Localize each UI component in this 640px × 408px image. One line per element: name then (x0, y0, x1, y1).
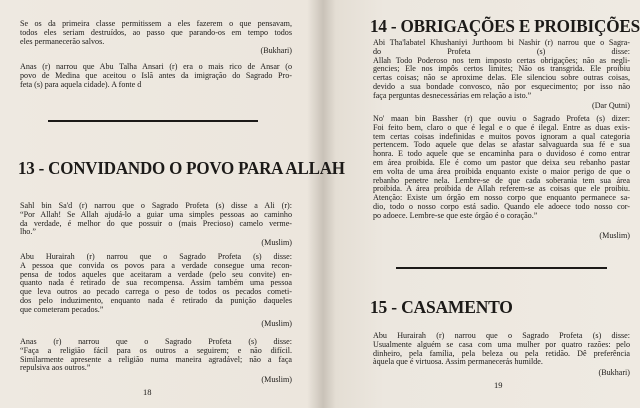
section-heading-13: 13 - CONVIDANDO O POVO PARA ALLAH (18, 158, 345, 178)
paragraph (373, 115, 630, 221)
text-line: Foi feito bem, claro o que é legal e o que é ilegal. Entre as duas exis- (373, 122, 630, 132)
text-line: “Por Allah! Se Allah ajudá-lo a guiar uma simples pessoas ao caminho (20, 209, 292, 219)
text-line: Abu Hurairah (r) narrou que o Sagrado Profeta (s) disse: (373, 331, 630, 340)
text-line: do Profeta (s) disse: (373, 46, 630, 56)
paragraph (20, 253, 292, 315)
source-citation: (Muslim) (599, 231, 630, 240)
text-line: em volta de uma área proibida enquanto existe o maior perigo de que o (373, 166, 630, 176)
source-citation: (Muslim) (261, 319, 292, 328)
text-line: No' maan bin Bassher (r) que ouviu o Sagrado Profeta (s) dizer: (373, 114, 630, 123)
text-line: Anas (r) narrou que Abu Talha Ansari (r) era o mais rico de Ansar (o (20, 62, 292, 71)
text-line: repulsiva aos outros.” (20, 363, 91, 373)
section-heading-15: 15 - CASAMENTO (370, 297, 513, 317)
text-line: honra. E todo aquele que se encaminha para o duvidoso é como entrar (373, 149, 630, 159)
text-line: Sahl bin Sa'd (r) narrou que o Sagrado Profeta (s) disse a Ali (r): (20, 201, 292, 210)
text-line: eles permanecerão salvos. (20, 36, 105, 46)
text-line: proibida. A área proibida de Allah referem-se as coisas que ele proibiu. (373, 184, 630, 194)
text-line: povo de Medina que aceitou o Islã antes da imigração do Sagrado Pro- (20, 70, 292, 80)
text-line: tem certas coisas indefinidas e muitos povos ignoram a qual categoria (373, 131, 630, 141)
text-line: Anas (r) narrou que o Sagrado Profeta (s) disse: (20, 337, 292, 346)
text-line: que leva outros ao pecado carrega o peso de todos os pecados cometi- (20, 287, 292, 297)
text-line: devido a sua bondade convosco, não por esquecimento; por isso não (373, 81, 630, 91)
text-line: Usualmente alguém se casa com uma mulher por quatro razões: pelo (373, 339, 630, 349)
source-citation: (Bukhari) (598, 368, 630, 377)
text-line: po adoece. Lembre-se que este órgão é o coração.” (373, 210, 538, 220)
paragraph (373, 39, 630, 101)
text-line: todos eles seriam destruídos, ao passo que parando-os em tempo todos (20, 27, 292, 37)
source-citation: (Muslim) (261, 238, 292, 247)
text-line: em área proibida. Ele é como um pastor que deixa seu rebanho pastar (373, 157, 630, 167)
paragraph (373, 332, 630, 367)
text-line: faça perguntas desnecessárias em relação a isto.” (373, 90, 532, 100)
text-line: pensa de todos aqueles que aceitaram a verdade (pelo seu convite) en- (20, 269, 292, 279)
text-line: gencies; Ele nos impôs certos limites; Não os transgrida. Ele proibiu (373, 64, 630, 74)
page-number: 19 (494, 380, 503, 390)
paragraph (20, 202, 292, 237)
text-line: rebanho penetre nela. Lembre-se de que cada soberania tem sua área (373, 175, 630, 185)
page-number: 18 (143, 387, 152, 397)
source-citation: (Dar Qutni) (592, 101, 630, 110)
text-line: quanto nada é retirado de sua recompensa. Assim também uma pessoa (20, 278, 292, 288)
text-line: Abi Tha'labatel Khushaniyi Jurthoom bi Nashir (r) narrou que o Sagra- (373, 38, 630, 47)
paragraph (20, 20, 292, 46)
text-line: dinheiro, pela família, pela beleza ou pela retidão. Dê preferência (373, 348, 630, 358)
paragraph (20, 63, 292, 89)
text-line: pertencem. Todo aquele que delas se afastar salvaguarda sua fé e sua (373, 140, 630, 150)
text-line: Similarmente apresente a religião numa maneira agradável; não a faça (20, 354, 292, 364)
source-citation: (Muslim) (261, 375, 292, 384)
section-divider (48, 120, 258, 122)
text-line: Abu Hurairah (r) narrou que o Sagrado Profeta (s) disse: (20, 252, 292, 261)
text-line: Allah Todo Poderoso nos tem imposto certas obrigações; não as negli- (373, 55, 630, 65)
text-line: Atenção: Existe um órgão em nosso corpo que enquanto permanece sa- (373, 193, 630, 203)
text-line: Se os da primeira classe permitissem a eles fazerem o que pensavam, (20, 19, 292, 28)
paragraph (20, 338, 292, 373)
text-line: feta (s) para aquela cidade). A fonte d (20, 79, 142, 89)
text-line: da verdade, é melhor do que possuir o (mais Precioso) camelo verme- (20, 218, 292, 228)
source-citation: (Bukhari) (260, 46, 292, 55)
text-line: A pessoa que convida os povos para a verdade consegue uma recon- (20, 260, 292, 270)
text-line: dio, todo o nosso corpo está sadio. Quando ele adoece todo nosso cor- (373, 201, 630, 211)
text-line: lho.” (20, 227, 36, 237)
section-heading-14: 14 - OBRIGAÇÕES E PROIBIÇÕES (370, 16, 640, 36)
section-divider (396, 267, 607, 269)
text-line: àquela que é virtuosa. Assim permanecerás humilde. (373, 357, 543, 367)
text-line: dos pelo induzimento, enquanto nada é retirado da punição daqueles (20, 295, 292, 305)
text-line: que cometeram pecados.” (20, 304, 104, 314)
text-line: “Faça a religião fácil para os outros a seguirem; e não difícil. (20, 345, 292, 355)
text-line: certas coisas; não se aproxime delas. Ele silenciou sobre outras coisas, (373, 73, 630, 83)
